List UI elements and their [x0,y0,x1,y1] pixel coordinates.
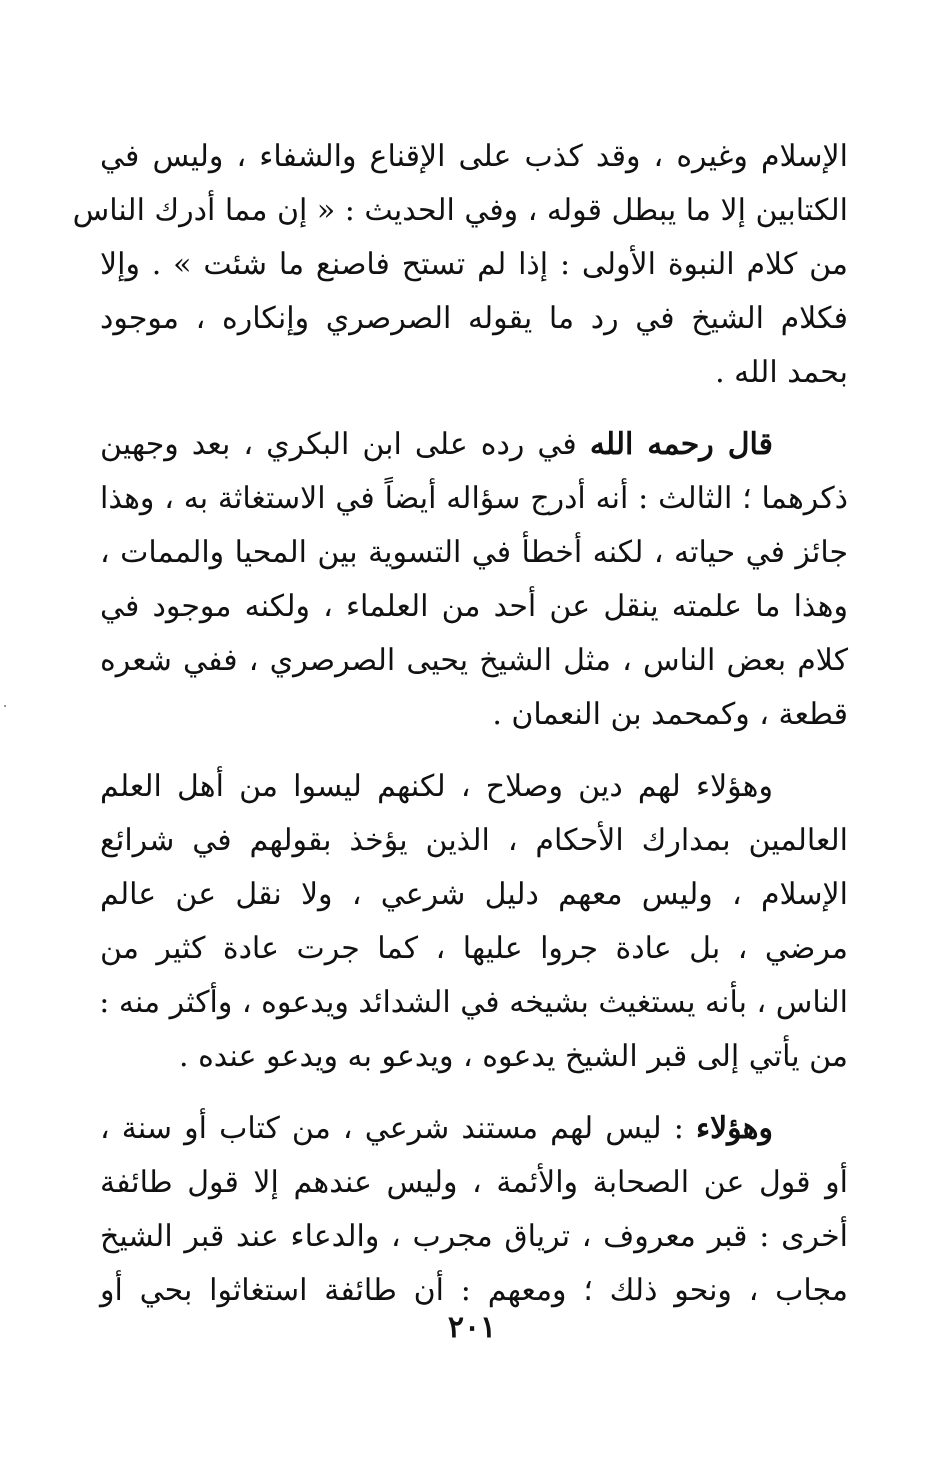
text-line: مرضي ، بل عادة جروا عليها ، كما جرت عادة كثير من [100,931,848,966]
text-line: وهذا ما علمته ينقل عن أحد من العلماء ، ولكنه موجود في [100,589,848,624]
text-line: كلام بعض الناس ، مثل الشيخ يحيى الصرصري ، ففي شعره [100,643,848,678]
text-line: قطعة ، وكمحمد بن النعمان . [492,697,848,732]
text-line: أخرى : قبر معروف ، ترياق مجرب ، والدعاء عند قبر الشيخ [100,1219,848,1254]
line-rest: في رده على ابن البكري ، بعد وجهين [100,427,590,462]
text-line: فكلام الشيخ في رد ما يقوله الصرصري وإنكاره ، موجود [100,301,848,336]
text-line: الناس ، بأنه يستغيث بشيخه في الشدائد ويدعوه ، وأكثر منه : [99,985,848,1020]
text-line: مجاب ، ونحو ذلك ؛ ومعهم : أن طائفة استغاثوا بحي أو [100,1273,848,1308]
text-line: العالمين بمدارك الأحكام ، الذين يؤخذ بقولهم في شرائع [100,823,848,858]
text-line: ذكرهما ؛ الثالث : أنه أدرج سؤاله أيضاً في الاستغاثة به ، وهذا [100,481,848,516]
text-line [100,1102,848,1156]
text-line [100,418,848,472]
paragraph-lead: قال رحمه الله [589,427,773,462]
paragraph-3 [100,760,848,1084]
text-line: من كلام النبوة الأولى : إذا لم تستح فاصنع ما شئت » . وإلا [100,247,848,282]
text-line: بحمد الله . [715,355,848,390]
text-line: من يأتي إلى قبر الشيخ يدعوه ، ويدعو به ويدعو عنده . [179,1039,848,1074]
paragraph-1 [72,130,848,400]
paragraph-2 [100,418,848,742]
page-number: ٢٠١ [447,1310,497,1345]
line-rest: : ليس لهم مستند شرعي ، من كتاب أو سنة ، [100,1111,696,1146]
scan-edge-mark [4,705,6,707]
text-line: جائز في حياته ، لكنه أخطأ في التسوية بين المحيا والممات ، [100,535,848,570]
text-line: الإسلام وغيره ، وقد كذب على الإقناع والشفاء ، وليس في [100,139,848,174]
text-line: الإسلام ، وليس معهم دليل شرعي ، ولا نقل عن عالم [100,877,848,912]
paragraph-lead: وهؤلاء [695,1111,773,1146]
text-line: أو قول عن الصحابة والأئمة ، وليس عندهم إلا قول طائفة [100,1165,848,1200]
text-line: وهؤلاء لهم دين وصلاح ، لكنهم ليسوا من أهل العلم [100,769,773,804]
page-body [72,130,848,1318]
text-line: الكتابين إلا ما يبطل قوله ، وفي الحديث : « إن مما أدرك الناس [72,193,848,228]
paragraph-4 [100,1102,848,1318]
